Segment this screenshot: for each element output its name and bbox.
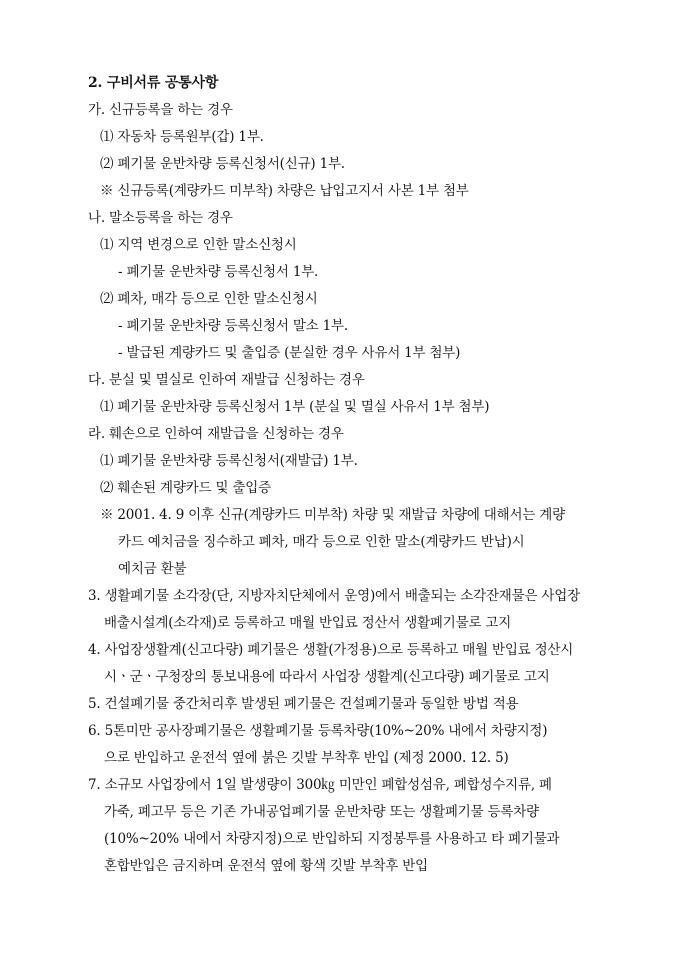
subsection-na: 나. 말소등록을 하는 경우: [88, 210, 233, 226]
list-item: ⑴ 폐기물 운반차량 등록신청서(재발급) 1부.: [100, 453, 358, 469]
numbered-item-5: 5. 건설폐기물 중간처리후 발생된 폐기물은 건설폐기물과 동일한 방법 적용: [88, 696, 519, 712]
note-continuation: 카드 예치금을 징수하고 폐차, 매각 등으로 인한 말소(계량카드 반납)시: [118, 534, 525, 550]
list-item: ⑵ 폐기물 운반차량 등록신청서(신규) 1부.: [100, 156, 345, 172]
numbered-item-3: 3. 생활폐기물 소각장(단, 지방자치단체에서 운영)에서 배출되는 소각잔재물은 사업장: [88, 588, 580, 604]
item-continuation: 시ㆍ군ㆍ구청장의 통보내용에 따라서 사업장 생활계(신고다량) 폐기물로 고지: [104, 669, 550, 685]
item-continuation: 으로 반입하고 운전석 옆에 붉은 깃발 부착후 반입 (제정 2000. 12. 5): [104, 750, 509, 766]
subsection-ga: 가. 신규등록을 하는 경우: [88, 102, 233, 118]
item-continuation: 가죽, 폐고무 등은 기존 가내공업폐기물 운반차량 또는 생활폐기물 등록차량: [104, 804, 539, 820]
list-item: ⑴ 폐기물 운반차량 등록신청서 1부 (분실 및 멸실 사유서 1부 첨부): [100, 399, 490, 415]
list-item: ⑵ 폐차, 매각 등으로 인한 말소신청시: [100, 291, 318, 307]
numbered-item-7: 7. 소규모 사업장에서 1일 발생량이 300㎏ 미만인 폐합성섬유, 폐합성수지류, 폐: [88, 777, 552, 793]
sub-list-item: - 폐기물 운반차량 등록신청서 1부.: [118, 264, 319, 280]
list-item: ⑴ 자동차 등록원부(갑) 1부.: [100, 129, 264, 145]
numbered-item-4: 4. 사업장생활계(신고다량) 폐기물은 생활(가정용)으로 등록하고 매월 반입료 정산시: [88, 642, 574, 658]
note-continuation: 예치금 환불: [118, 561, 187, 577]
note-line: ※ 2001. 4. 9 이후 신규(계량카드 미부착) 차량 및 재발급 차량에 대해서는 계량: [100, 507, 565, 523]
item-continuation: (10%~20% 내에서 차량지정)으로 반입하되 지정봉투를 사용하고 타 폐기물과: [104, 831, 560, 847]
note-line: ※ 신규등록(계량카드 미부착) 차량은 납입고지서 사본 1부 첨부: [100, 183, 469, 199]
list-item: ⑴ 지역 변경으로 인한 말소신청시: [100, 237, 297, 253]
subsection-da: 다. 분실 및 멸실로 인하여 재발급 신청하는 경우: [88, 372, 365, 388]
sub-list-item: - 발급된 계량카드 및 출입증 (분실한 경우 사유서 1부 첨부): [118, 345, 461, 361]
list-item: ⑵ 훼손된 계량카드 및 출입증: [100, 480, 271, 496]
numbered-item-6: 6. 5톤미만 공사장폐기물은 생활폐기물 등록차량(10%~20% 내에서 차량지정): [88, 723, 548, 739]
section-heading: 2. 구비서류 공통사항: [88, 75, 219, 91]
subsection-ra: 라. 훼손으로 인하여 재발급을 신청하는 경우: [88, 426, 344, 442]
sub-list-item: - 폐기물 운반차량 등록신청서 말소 1부.: [118, 318, 348, 334]
item-continuation: 배출시설계(소각재)로 등록하고 매월 반입료 정산서 생활폐기물로 고지: [104, 615, 512, 631]
item-continuation: 혼합반입은 금지하며 운전석 옆에 황색 깃발 부착후 반입: [104, 858, 428, 874]
